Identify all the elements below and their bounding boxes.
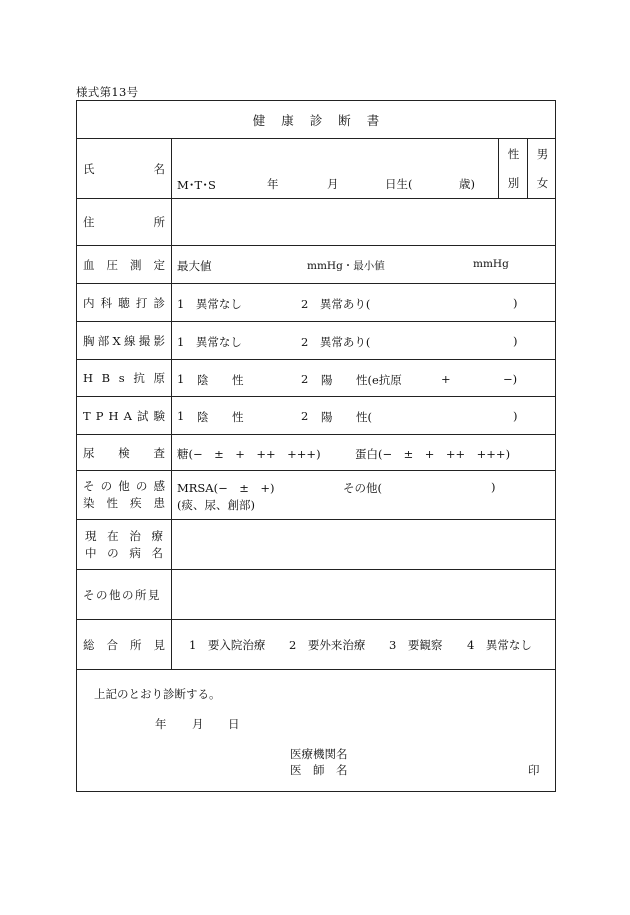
current-treatment-label [77,520,172,569]
label-char: 合 [106,637,118,652]
doctor-name-label: 医 師 名 [290,763,348,777]
infection-label-line-2 [83,495,165,512]
label-char: 測 [130,257,142,272]
label-char: 染 [83,496,95,510]
label-char: 総 [83,637,95,652]
tpha-option-2-num[interactable]: 2 [301,409,309,423]
label-char: 部 [97,333,110,348]
label-char: 定 [153,257,165,272]
form-title [77,101,555,138]
birth-month-label: 月 [327,177,339,191]
health-certificate-form [76,100,556,792]
hbs-antigen-row [77,360,555,397]
hbs-option-2-b: 性(e抗原 [356,373,402,387]
label-char: A [123,408,132,423]
label-char: 圧 [106,257,118,272]
label-char: 感 [153,479,165,493]
label-char: 内 [83,295,95,310]
hbs-option-1-b: 性 [232,373,244,387]
name-label-right: 名 [153,161,165,176]
hbs-minus[interactable]: −) [503,372,518,386]
mrsa-sample-note: (痰、尿、創部) [177,498,255,512]
address-label-right: 所 [153,215,165,229]
birth-day-label: 日生( [385,177,413,191]
label-char: 血 [83,257,95,272]
xray-option-1[interactable]: 1 異常なし [177,335,242,349]
infection-label [77,471,172,519]
era-options[interactable]: M･T･S [177,178,216,192]
seal-mark: 印 [528,763,540,777]
label-char: 現 [85,528,97,543]
label-char: 患 [153,496,165,510]
institution-name-label: 医療機関名 [290,747,348,761]
infection-row [77,471,555,520]
label-char: 中 [85,545,97,560]
sex-option-male[interactable]: 男 [536,146,549,161]
current-treatment-label-line-2 [85,545,163,562]
issue-month-label: 月 [192,717,204,731]
xray-option-2[interactable]: 2 異常あり( [301,335,371,349]
hbs-antigen-label [77,360,172,396]
label-char: 在 [107,528,119,543]
internal-close-paren: ) [513,296,518,310]
label-char: 治 [129,528,141,543]
overall-option-4[interactable]: 4 異常なし [467,638,532,652]
urine-test-row [77,435,555,471]
address-label [77,199,172,245]
internal-option-1[interactable]: 1 異常なし [177,297,242,311]
label-char: 原 [153,371,165,385]
issue-day-label: 日 [228,717,240,731]
label-char: H [108,408,119,423]
blood-pressure-label [77,246,172,283]
label-char: の [135,479,148,493]
issue-year-label: 年 [155,717,167,731]
tpha-option-2-b: 性( [356,410,372,424]
label-char: 検 [118,445,130,460]
urine-protein-options[interactable]: 蛋白(− ± + ++ +++) [355,447,511,461]
tpha-option-1-num[interactable]: 1 [177,409,185,423]
tpha-option-1-b: 性 [232,410,244,424]
label-char: 撮 [138,333,151,348]
infection-label-line-1 [83,478,165,495]
title-char: 康 [281,112,294,128]
label-char: 査 [153,445,165,460]
age-label: 歳) [459,177,475,191]
tpha-label [77,397,172,434]
label-char: 抗 [133,371,145,385]
urine-sugar-options[interactable]: 糖(− ± + ++ +++) [177,447,321,461]
label-char: 影 [153,333,165,348]
internal-exam-label [77,284,172,321]
label-char: B [101,371,111,385]
sex-label-1: 性 [507,146,520,161]
internal-option-2[interactable]: 2 異常あり( [301,297,371,311]
bp-max-unit: mmHg・最小値 [307,260,385,272]
label-char: T [83,408,91,423]
overall-findings-label [77,620,172,669]
label-char: 病 [129,545,141,560]
chest-xray-label [77,322,172,359]
label-char: の [107,545,119,560]
tpha-row [77,397,555,435]
label-char: 打 [135,295,148,310]
label-char: 験 [153,408,165,423]
label-char: 疾 [130,496,142,510]
label-char: 尿 [83,445,95,460]
blood-pressure-row [77,246,555,284]
urine-test-label [77,435,172,470]
label-char: 線 [123,333,136,348]
title-char: 診 [309,112,323,128]
other-findings-row [77,570,555,620]
hbs-option-2-a: 陽 [321,373,333,387]
overall-option-2[interactable]: 2 要外来治療 [289,638,366,652]
xray-close-paren: ) [513,334,518,348]
label-char: 診 [153,295,165,310]
hbs-option-1-a: 陰 [197,373,209,387]
label-char: 試 [136,408,149,423]
hbs-option-2-num[interactable]: 2 [301,372,309,386]
overall-option-3[interactable]: 3 要観察 [389,638,443,652]
sex-options-cell [527,139,557,198]
internal-exam-row [77,284,555,322]
label-char: そ [83,479,95,493]
title-char: 健 [252,112,266,128]
overall-option-1[interactable]: 1 要入院治療 [189,638,266,652]
bp-min-unit: mmHg [473,258,509,270]
signature-area [77,670,555,792]
title-char: 断 [338,112,351,128]
label-char: 胸 [83,333,95,348]
other-findings-label [77,570,172,619]
tpha-option-1-a: 陰 [197,410,209,424]
form-number: 様式第13号 [76,85,139,99]
birth-year-label: 年 [267,177,279,191]
title-char: 書 [366,112,380,128]
hbs-plus[interactable]: + [441,372,451,386]
name-row [77,139,555,199]
label-char: H [83,371,94,385]
sex-option-female[interactable]: 女 [536,176,549,191]
chest-xray-row [77,322,555,360]
label-char: X [112,333,121,348]
label-char: P [95,408,104,423]
label-char: 名 [151,545,163,560]
hbs-option-1-num[interactable]: 1 [177,372,185,386]
current-treatment-label-line-1 [85,528,163,545]
label-char: の [100,479,113,493]
tpha-option-2-a: 陽 [321,410,333,424]
name-label-left: 氏 [83,161,95,176]
address-row [77,199,555,246]
address-label-left: 住 [83,215,95,229]
current-treatment-row [77,520,555,570]
bp-max-label: 最大値 [177,259,212,273]
label-char: 見 [153,637,165,652]
label-char: 所 [130,637,142,652]
other-findings-label-text: その他の所見 [83,587,161,602]
tpha-close-paren: ) [513,409,518,423]
overall-findings-row [77,620,555,670]
title-row [77,101,555,139]
label-char: 科 [100,295,113,310]
label-char: 他 [118,479,130,493]
label-char: 療 [151,528,163,543]
mrsa-options[interactable]: MRSA(− ± +) [177,481,275,495]
sex-label-2: 別 [507,176,520,191]
label-char: 性 [106,496,118,510]
label-char: 聴 [118,295,130,310]
sex-cell [498,139,528,198]
infection-other-close: ) [491,480,496,494]
infection-other-label: その他( [343,481,382,495]
certification-statement: 上記のとおり診断する。 [94,687,221,701]
label-char: s [118,371,125,385]
name-label [77,139,172,198]
